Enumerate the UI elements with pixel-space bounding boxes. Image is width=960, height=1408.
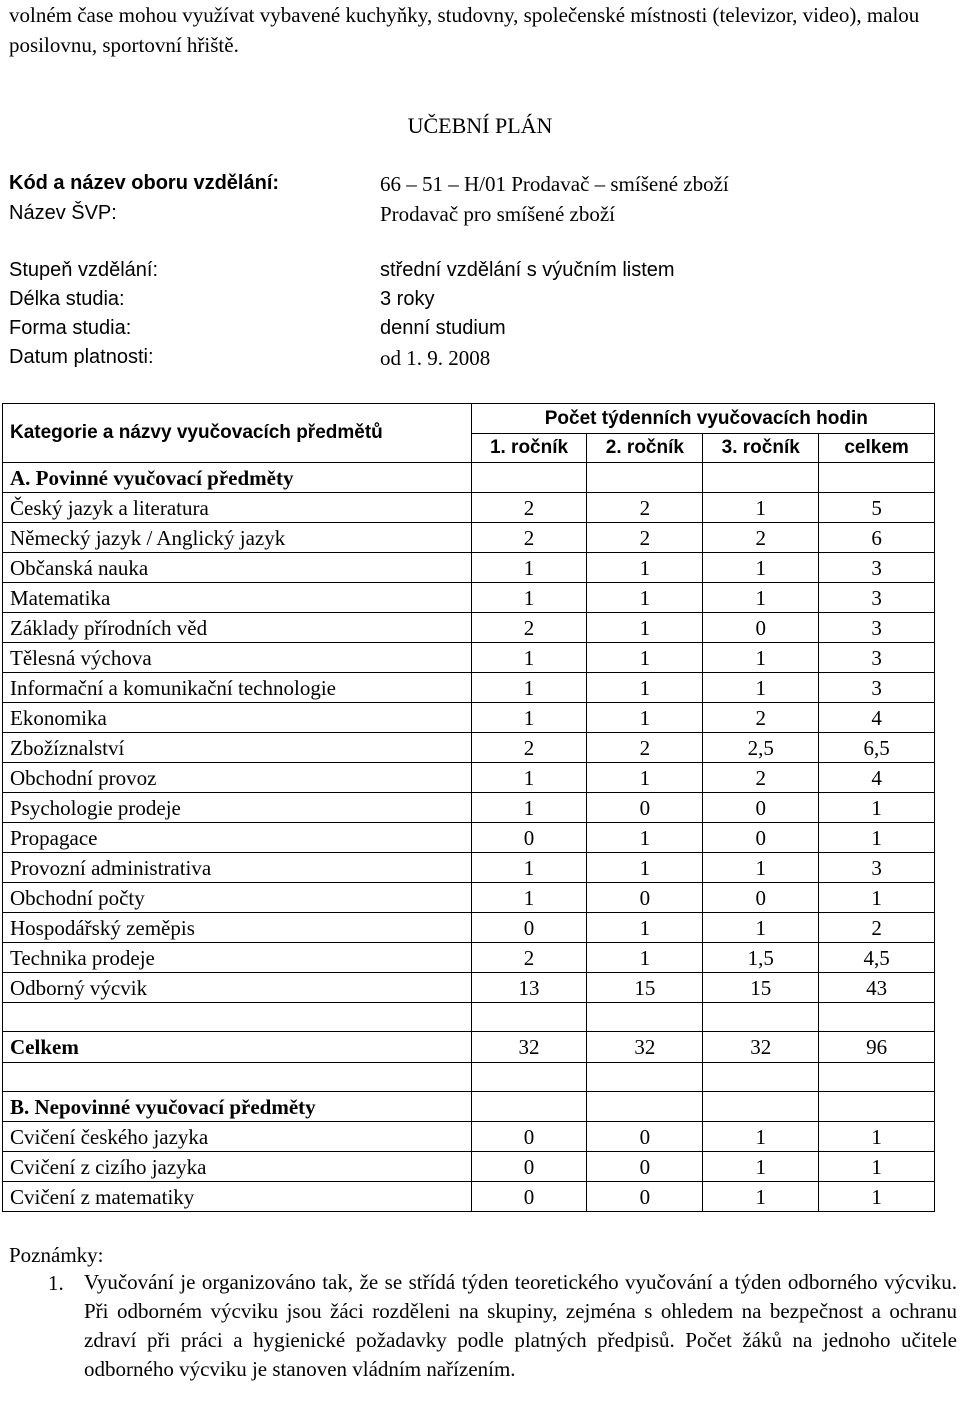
subject-row — [3, 733, 935, 763]
empty-cell — [471, 463, 587, 493]
hours-cell: 2,5 — [703, 733, 819, 763]
hours-cell: 1 — [819, 1152, 935, 1182]
level-value: střední vzdělání s výučním listem — [380, 259, 675, 281]
hours-cell: 3 — [819, 583, 935, 613]
hours-cell: 3 — [819, 853, 935, 883]
subject-name: Cvičení z matematiky — [3, 1182, 472, 1212]
hours-cell: 1 — [471, 673, 587, 703]
hours-cell: 1 — [703, 1122, 819, 1152]
empty-cell — [819, 1003, 935, 1032]
empty-cell — [587, 463, 703, 493]
hours-cell: 1 — [703, 1182, 819, 1212]
subject-row — [3, 583, 935, 613]
subject-row — [3, 763, 935, 793]
notes-label: Poznámky: — [9, 1243, 104, 1267]
hours-cell: 1 — [587, 583, 703, 613]
hours-cell: 1 — [587, 643, 703, 673]
hours-cell: 0 — [703, 793, 819, 823]
hours-cell: 2 — [587, 733, 703, 763]
hours-cell: 4,5 — [819, 943, 935, 973]
hours-cell: 2 — [471, 733, 587, 763]
hours-cell: 43 — [819, 973, 935, 1003]
section-b-title: B. Nepovinné vyučovací předměty — [3, 1092, 472, 1122]
hours-cell: 1 — [703, 1152, 819, 1182]
empty-cell — [819, 463, 935, 493]
subject-row — [3, 703, 935, 733]
subject-row — [3, 523, 935, 553]
hours-cell: 1 — [587, 943, 703, 973]
hours-cell: 1 — [819, 883, 935, 913]
subject-row — [3, 943, 935, 973]
svp-label: Název ŠVP: — [9, 202, 117, 224]
hours-cell: 0 — [587, 793, 703, 823]
hours-cell: 0 — [471, 1152, 587, 1182]
subject-name: Psychologie prodeje — [3, 793, 472, 823]
subject-name: Informační a komunikační technologie — [3, 673, 472, 703]
hours-cell: 5 — [819, 493, 935, 523]
section-a-title: A. Povinné vyučovací předměty — [3, 463, 472, 493]
hours-cell: 1 — [819, 823, 935, 853]
date-label: Datum platnosti: — [9, 346, 154, 368]
level-label: Stupeň vzdělání: — [9, 259, 158, 281]
hours-cell: 0 — [703, 883, 819, 913]
hours-cell: 1 — [703, 493, 819, 523]
date-value: od 1. 9. 2008 — [380, 346, 491, 370]
subject-name: Cvičení z cizího jazyka — [3, 1152, 472, 1182]
intro-paragraph: volném čase mohou využívat vybavené kuchyňky, studovny, společenské místnosti (televizor, video), malou posilovnu, sportovní hřiště. — [9, 3, 920, 57]
subject-name: Základy přírodních věd — [3, 613, 472, 643]
length-label: Délka studia: — [9, 288, 125, 310]
subject-name: Technika prodeje — [3, 943, 472, 973]
subject-row — [3, 673, 935, 703]
subject-name: Občanská nauka — [3, 553, 472, 583]
empty-cell — [3, 1003, 472, 1032]
hours-cell: 1 — [587, 823, 703, 853]
subject-row — [3, 553, 935, 583]
hours-cell: 2 — [587, 523, 703, 553]
hours-cell: 1 — [703, 673, 819, 703]
hours-cell: 3 — [819, 613, 935, 643]
hours-cell: 15 — [703, 973, 819, 1003]
total-label: Celkem — [3, 1032, 472, 1063]
note-text: Vyučování je organizováno tak, že se střídá týden teoretického vyučování a týden odborného výcviku. Při odborném výcviku jsou žáci rozděleni na skupiny, zejména s ohledem na bezpečnost a ochranu zdraví při práci a hygienické požadavky podle platných předpisů. Počet žáků na jednoho učitele odborného výcviku je stanoven vládním nařízením. — [84, 1270, 957, 1381]
hours-cell: 2 — [471, 523, 587, 553]
subject-name: Cvičení českého jazyka — [3, 1122, 472, 1152]
hours-cell: 2 — [703, 703, 819, 733]
hours-cell: 0 — [703, 823, 819, 853]
subject-name: Obchodní počty — [3, 883, 472, 913]
empty-cell — [703, 1003, 819, 1032]
hours-cell: 1 — [703, 553, 819, 583]
year-header-2: 2. ročník — [587, 434, 703, 463]
hours-cell: 1 — [471, 763, 587, 793]
optional-subject-row — [3, 1122, 935, 1152]
spacer-row — [3, 1003, 935, 1032]
hours-cell: 1 — [587, 613, 703, 643]
hours-cell: 4 — [819, 703, 935, 733]
hours-cell: 1 — [587, 853, 703, 883]
hours-cell: 0 — [587, 883, 703, 913]
hours-cell: 0 — [471, 823, 587, 853]
hours-cell: 0 — [703, 613, 819, 643]
empty-cell — [471, 1003, 587, 1032]
note-number: 1. — [48, 1271, 64, 1295]
hours-cell: 1,5 — [703, 943, 819, 973]
hours-cell: 2 — [819, 913, 935, 943]
hours-cell: 1 — [703, 913, 819, 943]
hours-cell: 1 — [471, 553, 587, 583]
empty-cell — [471, 1092, 587, 1122]
subject-name: Ekonomika — [3, 703, 472, 733]
subject-row — [3, 883, 935, 913]
subject-row — [3, 853, 935, 883]
subject-row — [3, 493, 935, 523]
hours-cell: 0 — [587, 1182, 703, 1212]
year-header-total: celkem — [819, 434, 935, 463]
subject-name: Provozní administrativa — [3, 853, 472, 883]
code-label: Kód a název oboru vzdělání: — [9, 172, 280, 194]
hours-cell: 1 — [471, 643, 587, 673]
total-hours-cell: 32 — [703, 1032, 819, 1063]
subject-row — [3, 613, 935, 643]
hours-cell: 3 — [819, 643, 935, 673]
empty-cell — [587, 1092, 703, 1122]
total-hours-cell: 96 — [819, 1032, 935, 1063]
plan-title: UČEBNÍ PLÁN — [407, 113, 553, 138]
table-header-row — [3, 404, 935, 434]
empty-cell — [703, 1063, 819, 1092]
hours-cell: 3 — [819, 673, 935, 703]
hours-cell: 1 — [471, 883, 587, 913]
subject-name: Zbožíznalství — [3, 733, 472, 763]
subject-name: Tělesná výchova — [3, 643, 472, 673]
svp-value: Prodavač pro smíšené zboží — [380, 202, 616, 226]
hours-cell: 0 — [471, 1122, 587, 1152]
total-row — [3, 1032, 935, 1063]
hours-cell: 2 — [471, 943, 587, 973]
subject-name: Odborný výcvik — [3, 973, 472, 1003]
total-hours-cell: 32 — [471, 1032, 587, 1063]
code-value: 66 – 51 – H/01 Prodavač – smíšené zboží — [380, 172, 729, 196]
hours-cell: 1 — [587, 553, 703, 583]
spacer-row — [3, 1063, 935, 1092]
empty-cell — [819, 1092, 935, 1122]
hours-cell: 1 — [587, 703, 703, 733]
form-value: denní studium — [380, 317, 506, 339]
empty-cell — [703, 463, 819, 493]
hours-cell: 13 — [471, 973, 587, 1003]
category-header: Kategorie a názvy vyučovacích předmětů — [3, 404, 472, 463]
hours-cell: 1 — [819, 793, 935, 823]
section-b-row — [3, 1092, 935, 1122]
hours-cell: 1 — [819, 1182, 935, 1212]
empty-cell — [471, 1063, 587, 1092]
hours-cell: 6,5 — [819, 733, 935, 763]
subject-name: Propagace — [3, 823, 472, 853]
form-label: Forma studia: — [9, 317, 132, 339]
year-header-1: 1. ročník — [471, 434, 587, 463]
hours-cell: 1 — [703, 583, 819, 613]
subject-name: Obchodní provoz — [3, 763, 472, 793]
curriculum-table — [2, 403, 935, 1212]
section-a-row — [3, 463, 935, 493]
total-hours-cell: 32 — [587, 1032, 703, 1063]
hours-cell: 2 — [471, 493, 587, 523]
hours-cell: 1 — [703, 643, 819, 673]
hours-cell: 2 — [471, 613, 587, 643]
optional-subject-row — [3, 1152, 935, 1182]
hours-cell: 15 — [587, 973, 703, 1003]
subject-row — [3, 643, 935, 673]
hours-cell: 1 — [471, 703, 587, 733]
hours-cell: 0 — [471, 1182, 587, 1212]
hours-cell: 2 — [703, 523, 819, 553]
hours-cell: 6 — [819, 523, 935, 553]
hours-cell: 1 — [587, 673, 703, 703]
length-value: 3 roky — [380, 288, 435, 310]
subject-row — [3, 973, 935, 1003]
hours-cell: 1 — [471, 583, 587, 613]
hours-cell: 1 — [819, 1122, 935, 1152]
empty-cell — [3, 1063, 472, 1092]
hours-cell: 2 — [587, 493, 703, 523]
hours-cell: 0 — [587, 1122, 703, 1152]
hours-cell: 1 — [471, 793, 587, 823]
hours-cell: 1 — [587, 913, 703, 943]
optional-subject-row — [3, 1182, 935, 1212]
subject-name: Matematika — [3, 583, 472, 613]
hours-cell: 0 — [587, 1152, 703, 1182]
hours-cell: 4 — [819, 763, 935, 793]
empty-cell — [703, 1092, 819, 1122]
notes-section — [9, 1240, 957, 1381]
subject-name: Hospodářský zeměpis — [3, 913, 472, 943]
hours-cell: 1 — [587, 763, 703, 793]
year-header-3: 3. ročník — [703, 434, 819, 463]
subject-row — [3, 793, 935, 823]
empty-cell — [587, 1003, 703, 1032]
hours-cell: 1 — [703, 853, 819, 883]
hours-cell: 3 — [819, 553, 935, 583]
hours-cell: 2 — [703, 763, 819, 793]
hours-header: Počet týdenních vyučovacích hodin — [471, 404, 934, 434]
subject-name: Český jazyk a literatura — [3, 493, 472, 523]
empty-cell — [819, 1063, 935, 1092]
subject-name: Německý jazyk / Anglický jazyk — [3, 523, 472, 553]
empty-cell — [587, 1063, 703, 1092]
hours-cell: 1 — [471, 853, 587, 883]
hours-cell: 0 — [471, 913, 587, 943]
subject-row — [3, 913, 935, 943]
subject-row — [3, 823, 935, 853]
